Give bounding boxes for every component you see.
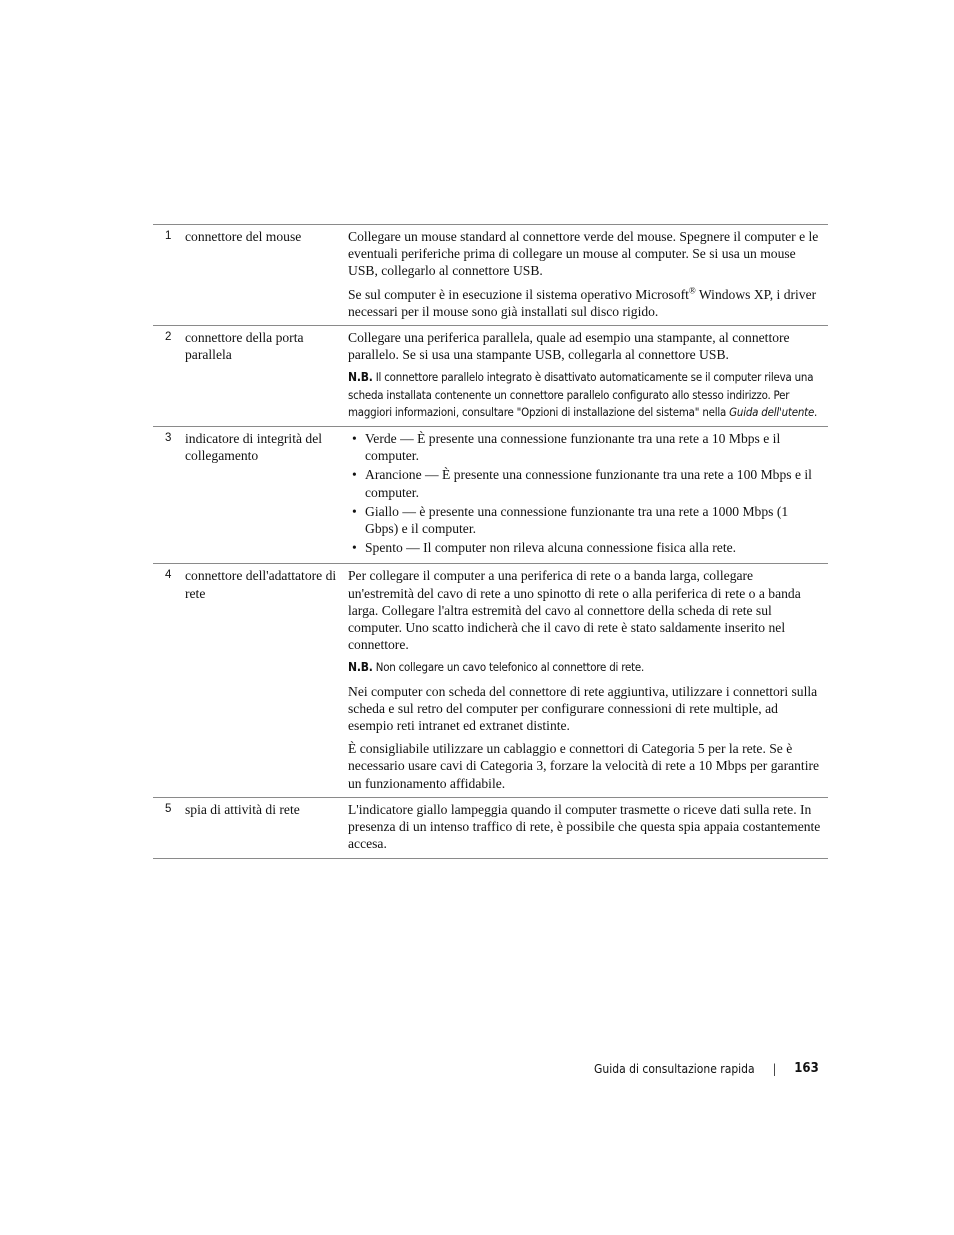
page-number: 163 xyxy=(794,1061,819,1076)
description-paragraph: Collegare una periferica parallela, quale ad esempio una stampante, al connettore parallelo. Se si usa una stampante USB, collegarla al connettore USB. xyxy=(348,330,790,363)
connector-name: spia di attività di rete xyxy=(185,797,348,858)
row-number: 5 xyxy=(153,797,185,858)
connector-table xyxy=(153,224,828,859)
registered-mark: ® xyxy=(688,285,696,296)
table-row xyxy=(153,564,828,797)
row-number: 3 xyxy=(153,427,185,564)
bullet-icon: • xyxy=(352,503,357,519)
status-list xyxy=(348,430,822,556)
connector-description xyxy=(348,427,828,564)
connector-description xyxy=(348,225,828,326)
description-paragraph: Collegare un mouse standard al connettore verde del mouse. Spegnere il computer e le eventuali periferiche prima di collegare un mouse al computer. Se si usa un mouse USB, collegarlo al connettore USB. xyxy=(348,229,819,279)
table-row xyxy=(153,326,828,427)
connector-name: connettore dell'adattatore di rete xyxy=(185,564,348,797)
note-label: N.B. xyxy=(348,370,373,385)
list-item: • Giallo — è presente una connessione funzionante tra una rete a 1000 Mbps (1 Gbps) e il computer. xyxy=(352,503,789,537)
footer-title: Guida di consultazione rapida xyxy=(594,1061,755,1076)
guide-title: Guida dell'utente xyxy=(729,404,815,419)
connector-description xyxy=(348,326,828,427)
row-number: 4 xyxy=(153,564,185,797)
table-row xyxy=(153,427,828,564)
page-footer xyxy=(594,1061,819,1076)
bullet-icon: • xyxy=(352,431,357,447)
connector-description xyxy=(348,797,828,858)
bullet-icon: • xyxy=(352,540,357,556)
description-paragraph: Per collegare il computer a una periferica di rete o a banda larga, collegare un'estremità del cavo di rete a uno spinotto di rete o alla periferica di rete o a banda larga. Collegare l'altra estremità del cavo al connettore della scheda di rete sul computer. Uno scatto indicherà che il cavo di rete è stato saldamente inserito nel connettore. xyxy=(348,568,801,653)
note: N.B. Non collegare un cavo telefonico al connettore di rete. xyxy=(348,660,645,675)
row-number: 1 xyxy=(153,225,185,326)
description-paragraph: L'indicatore giallo lampeggia quando il computer trasmette o riceve dati sulla rete. In presenza di un intenso traffico di rete, è possibile che questa spia appaia costantemente accesa. xyxy=(348,801,821,852)
connector-name: connettore della porta parallela xyxy=(185,326,348,427)
row-number: 2 xyxy=(153,326,185,427)
note: N.B. Il connettore parallelo integrato è disattivato automaticamente se il computer rileva una scheda installata contenente un connettore parallelo configurato allo stesso indirizzo. Per maggiori informazioni, consultare "Opzioni di installazione del sistema" nella Guida dell'utente. xyxy=(348,370,818,419)
list-item: • Arancione — È presente una connessione funzionante tra una rete a 100 Mbps e il computer. xyxy=(352,467,812,500)
connector-name: connettore del mouse xyxy=(185,225,348,326)
description-paragraph: Nei computer con scheda del connettore di rete aggiuntiva, utilizzare i connettori sulla scheda e sul retro del computer per configurare connessioni di rete multiple, ad esempio reti intranet ed extranet distinte. xyxy=(348,683,818,734)
table-row xyxy=(153,797,828,858)
connector-name: indicatore di integrità del collegamento xyxy=(185,427,348,564)
list-item: • Verde — È presente una connessione funzionante tra una rete a 10 Mbps e il computer. xyxy=(352,431,781,464)
description-paragraph: Se sul computer è in esecuzione il sistema operativo Microsoft® Windows XP, i driver necessari per il mouse sono già installati sul disco rigido. xyxy=(348,285,817,319)
bullet-icon: • xyxy=(352,467,357,483)
table-row xyxy=(153,225,828,326)
footer-separator: | xyxy=(772,1061,777,1076)
connector-description xyxy=(348,564,828,797)
list-item: • Spento — Il computer non rileva alcuna connessione fisica alla rete. xyxy=(352,540,737,556)
description-paragraph: È consigliabile utilizzare un cablaggio e connettori di Categoria 5 per la rete. Se è necessario usare cavi di Categoria 3, forzare la velocità di rete a 10 Mbps per garantire un funzionamento affidabile. xyxy=(348,741,820,791)
note-label: N.B. xyxy=(348,660,373,675)
